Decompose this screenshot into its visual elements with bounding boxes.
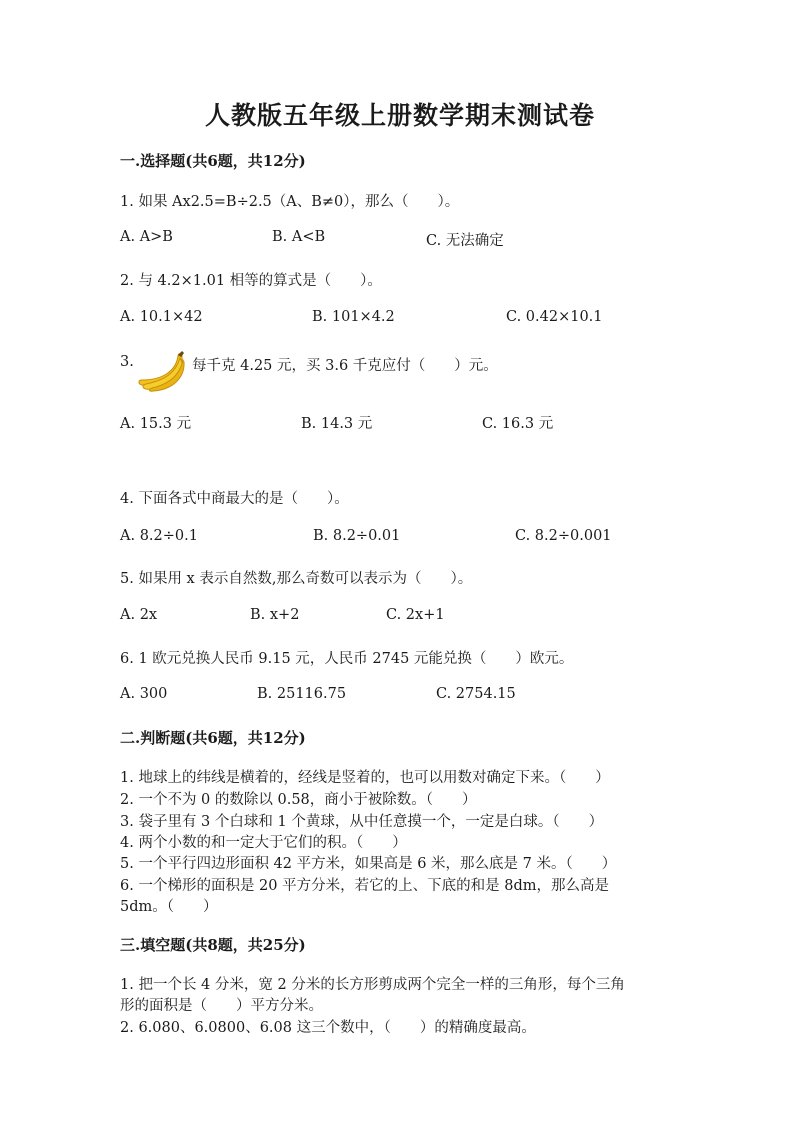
q2-option-b: B. 101×4.2 <box>312 309 395 325</box>
judge-line-5: 5. 一个平行四边形面积 42 平方米，如果高是 6 米，那么底是 7 米。（ ） <box>120 856 617 872</box>
q5-option-b: B. x+2 <box>250 607 300 623</box>
q5-option-a: A. 2x <box>120 607 158 623</box>
q4-option-c: C. 8.2÷0.001 <box>515 528 612 544</box>
judge-line-4: 4. 两个小数的和一定大于它们的积。（ ） <box>120 835 407 851</box>
q5-option-c: C. 2x+1 <box>386 607 445 623</box>
fill-line-1: 1. 把一个长 4 分米，宽 2 分米的长方形剪成两个完全一样的三角形，每个三角 <box>120 977 625 993</box>
q1-option-b: B. A<B <box>272 229 326 245</box>
banana-icon <box>136 350 188 392</box>
q4-option-b: B. 8.2÷0.01 <box>313 528 401 544</box>
question-6: 6. 1 欧元兑换人民币 9.15 元，人民币 2745 元能兑换（ ）欧元。 <box>120 651 574 667</box>
question-1: 1. 如果 Ax2.5=B÷2.5（A、B≠0），那么（ ）。 <box>120 194 460 210</box>
q3-option-b: B. 14.3 元 <box>301 416 373 432</box>
q3-option-a: A. 15.3 元 <box>120 416 192 432</box>
section-heading-judge: 二.判断题(共6题，共12分) <box>120 729 306 747</box>
section-heading-choice: 一.选择题(共6题，共12分) <box>120 152 306 170</box>
q6-option-b: B. 25116.75 <box>257 686 347 702</box>
q3-option-c: C. 16.3 元 <box>482 416 554 432</box>
question-3: 每千克 4.25 元，买 3.6 千克应付（ ）元。 <box>192 358 498 374</box>
q6-option-a: A. 300 <box>120 686 168 702</box>
judge-line-2: 2. 一个不为 0 的数除以 0.58，商小于被除数。（ ） <box>120 792 477 808</box>
q6-option-c: C. 2754.15 <box>436 686 516 702</box>
judge-line-1: 1. 地球上的纬线是横着的，经线是竖着的，也可以用数对确定下来。（ ） <box>120 770 610 786</box>
fill-line-2: 2. 6.080、6.0800、6.08 这三个数中，（ ）的精确度最高。 <box>120 1020 536 1036</box>
q1-option-c: C. 无法确定 <box>426 233 504 249</box>
q4-option-a: A. 8.2÷0.1 <box>120 528 198 544</box>
section-heading-fill: 三.填空题(共8题，共25分) <box>120 936 306 954</box>
q2-option-a: A. 10.1×42 <box>120 309 203 325</box>
judge-line-6-continued: 5dm。（ ） <box>120 899 218 915</box>
question-4: 4. 下面各式中商最大的是（ ）。 <box>120 491 349 507</box>
q1-option-a: A. A>B <box>120 229 173 245</box>
question-5: 5. 如果用 x 表示自然数,那么奇数可以表示为（ ）。 <box>120 571 473 587</box>
question-3-number: 3. <box>120 354 134 370</box>
page-title: 人教版五年级上册数学期末测试卷 <box>204 101 595 130</box>
fill-line-1-continued: 形的面积是（ ）平方分米。 <box>120 998 323 1014</box>
q2-option-c: C. 0.42×10.1 <box>506 309 603 325</box>
judge-line-6: 6. 一个梯形的面积是 20 平方分米，若它的上、下底的和是 8dm，那么高是 <box>120 878 609 894</box>
judge-line-3: 3. 袋子里有 3 个白球和 1 个黄球，从中任意摸一个，一定是白球。（ ） <box>120 814 604 830</box>
question-2: 2. 与 4.2×1.01 相等的算式是（ ）。 <box>120 273 382 289</box>
